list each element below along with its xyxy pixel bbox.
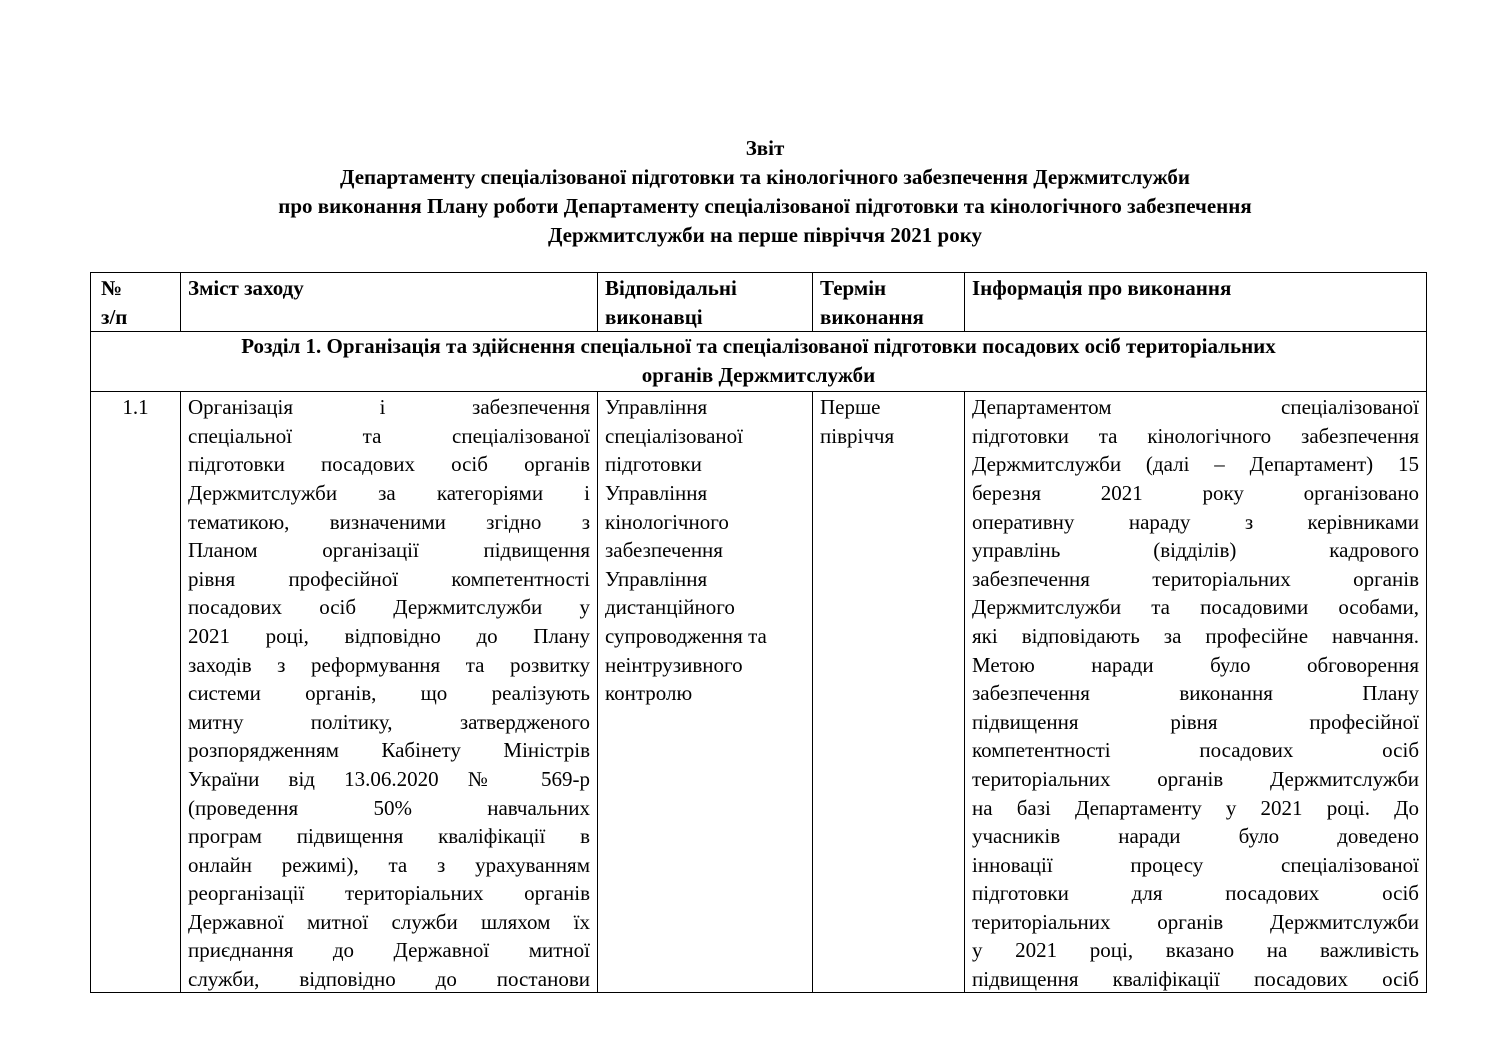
report-table [90,272,1427,993]
column-header-term: Термін виконання [813,273,965,332]
row-content-line: онлайн режимі), та з урахуванням [188,852,590,877]
row-info-line: територіальних органів Держмитслужби [972,766,1419,791]
row-content-line: Державної митної служби шляхом їх [188,909,590,934]
row-responsible-line: кінологічного [605,509,729,534]
report-subtitle-period: Держмитслужби на перше півріччя 2021 року [547,223,983,247]
row-content-line: реорганізації територіальних органів [188,881,590,906]
row-content-line: підготовки посадових осіб органів [188,452,590,477]
row-term-text [820,393,957,992]
column-header-content: Зміст заходу [181,273,598,332]
row-number: 1.1 [91,392,181,993]
row-info-line: підвищення рівня професійної [972,709,1419,734]
section-title: Розділ 1. Організація та здійснення спеціальної та спеціалізованої підготовки посадових осіб територіальних органів Держмитслужби [91,332,1427,392]
row-term [813,392,965,993]
section-row [91,332,1427,392]
row-responsible-line: підготовки [605,452,702,477]
row-info-line: у 2021 році, вказано на важливість [972,938,1419,963]
row-content-line: України від 13.06.2020 № 569-р [188,766,590,791]
row-content-line: рівня професійної компетентності [188,566,590,591]
row-content-line: митну політику, затвердженого [188,709,590,734]
row-content-line: Планом організації підвищення [188,538,590,563]
row-info-line: підготовки та кінологічного забезпечення [972,423,1419,448]
row-info-line: Департаментом спеціалізованої [972,395,1419,420]
row-responsible-line: Управління [605,395,708,420]
table-row [91,392,1427,993]
row-content-line: тематикою, визначеними згідно з [188,509,590,534]
row-content-line: системи органів, що реалізують [188,681,590,706]
row-responsible [598,392,813,993]
row-content-text [188,393,590,992]
row-responsible-line: супроводження та [605,623,767,648]
row-responsible-text [605,393,805,992]
row-info-line: на базі Департаменту у 2021 році. До [972,795,1419,820]
row-term-line: півріччя [820,423,895,448]
row-info-line: березня 2021 року організовано [972,480,1419,505]
row-info [965,392,1427,993]
row-info-line: компетентності посадових осіб [972,738,1419,763]
row-content-line: заходів з реформування та розвитку [188,652,590,677]
row-content-line: Організація і забезпечення [188,395,590,420]
row-content-line: служби, відповідно до постанови [188,967,590,992]
row-info-line: інновації процесу спеціалізованої [972,852,1419,877]
row-content-line: приєднання до Державної митної [188,938,590,963]
column-header-responsible: Відповідальні виконавці [598,273,813,332]
row-responsible-line: Управління [605,566,708,591]
row-info-line: забезпечення виконання Плану [972,681,1419,706]
row-content-line: спеціальної та спеціалізованої [188,423,590,448]
row-info-line: які відповідають за професійне навчання. [972,623,1419,648]
row-info-line: Держмитслужби та посадовими особами, [972,595,1419,620]
row-content-line: 2021 році, відповідно до Плану [188,623,590,648]
row-content [181,392,598,993]
row-info-line: управлінь (відділів) кадрового [972,538,1419,563]
row-content-line: програм підвищення кваліфікації в [188,824,590,849]
row-info-text [972,393,1419,992]
report-subtitle-plan: про виконання Плану роботи Департаменту спеціалізованої підготовки та кінологічного забезпечення [278,194,1252,218]
row-responsible-line: забезпечення [605,538,723,563]
row-info-line: підвищення кваліфікації посадових осіб [972,967,1419,992]
row-info-line: територіальних органів Держмитслужби [972,909,1419,934]
row-responsible-line: Управління [605,480,708,505]
row-responsible-line: спеціалізованої [605,423,743,448]
row-responsible-line: неінтрузивного [605,652,743,677]
report-title: Звіт [745,136,785,160]
row-content-line: Держмитслужби за категоріями і [188,480,590,505]
column-header-number: № з/п [91,273,181,332]
row-responsible-line: дистанційного [605,595,735,620]
row-info-line: оперативну нараду з керівниками [972,509,1419,534]
row-content-line: (проведення 50% навчальних [188,795,590,820]
row-info-line: учасників наради було доведено [972,824,1419,849]
row-content-line: розпорядженням Кабінету Міністрів [188,738,590,763]
row-term-line: Перше [820,395,881,420]
row-info-line: Метою наради було обговорення [972,652,1419,677]
column-header-info: Інформація про виконання [965,273,1427,332]
row-responsible-line: контролю [605,681,693,706]
row-content-line: посадових осіб Держмитслужби у [188,595,590,620]
row-info-line: Держмитслужби (далі – Департамент) 15 [972,452,1419,477]
report-title-block [0,134,1497,250]
row-info-line: забезпечення територіальних органів [972,566,1419,591]
report-subtitle-department: Департаменту спеціалізованої підготовки та кінологічного забезпечення Держмитслужби [339,165,1191,189]
row-info-line: підготовки для посадових осіб [972,881,1419,906]
table-header-row [91,273,1427,332]
